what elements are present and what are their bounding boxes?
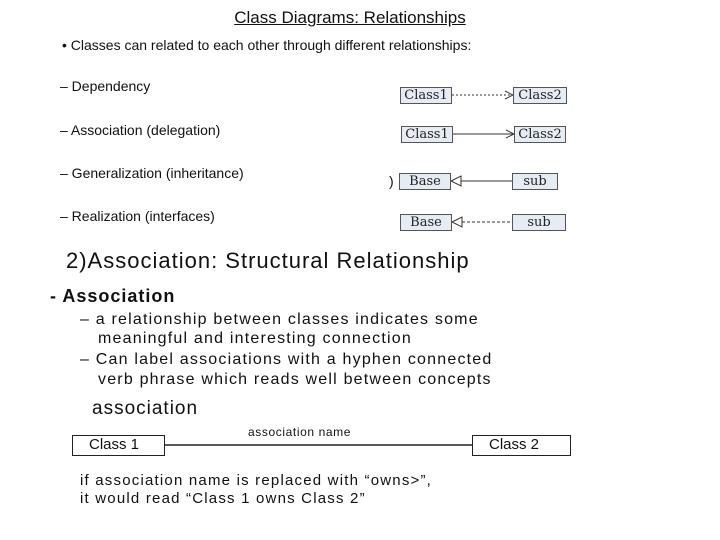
relationship-label-realization: – Realization (interfaces) <box>60 208 215 224</box>
association-left-box: Class1 <box>401 126 453 143</box>
bullet-line-2: meaningful and interesting connection <box>98 330 412 347</box>
example-class2-box: Class 2 <box>472 435 571 456</box>
dependency-right-box: Class2 <box>513 87 567 104</box>
generalization-sub-box: sub <box>512 173 558 190</box>
example-caption: association <box>92 398 199 419</box>
relationship-label-generalization: – Generalization (inheritance) <box>60 165 244 181</box>
note-line-1: if association name is replaced with “owns>”, <box>80 472 433 489</box>
bullet-line-3: – Can label associations with a hyphen connected <box>80 351 493 368</box>
generalization-base-box: Base <box>399 173 451 190</box>
intro-bullet: • Classes can related to each other through different relationships: <box>62 37 472 53</box>
association-right-box: Class2 <box>514 126 566 143</box>
section-heading: 2)Association: Structural Relationship <box>66 248 470 273</box>
section-subheading: - Association <box>50 286 176 306</box>
generalization-triangle <box>451 176 461 186</box>
note-line-2: it would read “Class 1 owns Class 2” <box>80 490 366 507</box>
slide-title: Class Diagrams: Relationships <box>234 8 466 27</box>
realization-base-box: Base <box>400 214 452 231</box>
bullet-line-1: – a relationship between classes indicates some <box>80 311 479 328</box>
example-class1-box: Class 1 <box>72 435 165 456</box>
realization-sub-box: sub <box>512 214 566 231</box>
dependency-left-box: Class1 <box>400 87 452 104</box>
stray-mark: ) <box>389 173 394 189</box>
relationship-label-dependency: – Dependency <box>60 78 151 94</box>
bullet-line-4: verb phrase which reads well between concepts <box>98 371 492 388</box>
association-name-label: association name <box>248 425 351 439</box>
relationship-label-association: – Association (delegation) <box>60 122 221 138</box>
realization-triangle <box>452 217 462 227</box>
